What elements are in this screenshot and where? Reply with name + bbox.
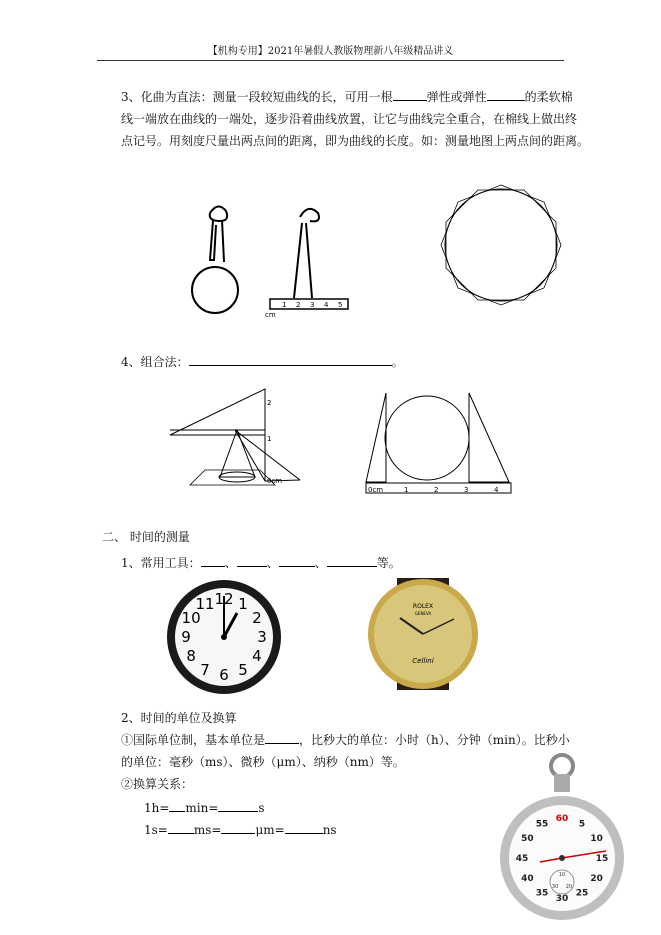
set-square: [170, 389, 265, 435]
stopwatch-number: 45: [515, 854, 529, 864]
stopwatch-number: 20: [590, 874, 603, 884]
text: 弹性或弹性: [426, 90, 487, 104]
fill-blank: [168, 821, 194, 834]
wall-clock-image: [165, 578, 283, 696]
measured-circle: [385, 396, 469, 480]
text: 、: [314, 556, 327, 570]
ruler-unit: cm: [265, 311, 276, 319]
stopwatch-number: 55: [535, 819, 549, 830]
string-measure-figure: [180, 195, 390, 320]
stopwatch-number: 35: [535, 888, 549, 899]
clock-number: 1: [238, 595, 248, 614]
page-header: 【机构专用】2021年暑假人教版物理新八年级精品讲义: [207, 46, 454, 57]
fill-blank: [279, 554, 315, 567]
fill-blank: [487, 88, 525, 101]
text: s: [258, 801, 265, 815]
section3-line3: 点记号。用刻度尺量出两点间的距离，即为曲线的长度。如：测量地图上两点间的距离。: [121, 134, 590, 148]
stopwatch-number: 25: [575, 888, 589, 899]
tick-label: 1: [282, 301, 287, 309]
fill-blank: [201, 554, 225, 567]
conversion-seconds: [144, 819, 337, 841]
clock-number: 7: [200, 660, 210, 679]
text: 等。: [376, 556, 401, 570]
clock-number: 6: [219, 666, 229, 684]
stopwatch-minute-number: 10: [558, 872, 566, 878]
clock-number: 4: [252, 647, 262, 665]
units-line3: ②换算关系：: [121, 777, 194, 791]
stopwatch-number: 10: [590, 834, 603, 844]
text: 1、常用工具：: [121, 556, 201, 570]
tick-label: 1: [267, 435, 272, 443]
clock-number: 2: [252, 609, 262, 627]
section4-line: [121, 351, 404, 373]
fill-blank: [169, 799, 185, 812]
brand-label: ROLEX: [412, 603, 434, 610]
stopwatch-image: [498, 752, 626, 922]
units-line1: [121, 729, 570, 751]
text: 、: [224, 556, 237, 570]
tools-line: [121, 552, 401, 574]
conversion-hours: [144, 797, 265, 819]
units-heading: 2、时间的单位及换算: [121, 711, 237, 725]
tick-label: 4: [324, 301, 329, 309]
stopwatch-number: 30: [555, 894, 569, 904]
clock-number: 8: [186, 647, 196, 665]
tick-label: 3: [310, 301, 315, 309]
section3-line2: 线一端放在曲线的一端处，逐步沿着曲线放置，让它与曲线完全重合，在棉线上做出终: [121, 112, 578, 126]
stopwatch-number: 40: [521, 874, 534, 884]
tick-label: 2: [434, 486, 439, 494]
left-hand-icon: [210, 206, 227, 221]
text: ①国际单位制，基本单位是: [121, 733, 266, 747]
stopwatch-number: 50: [521, 834, 534, 844]
section3-line1: [121, 86, 573, 108]
sub-label: GENEVA: [414, 611, 432, 616]
cone-measure-figure: [165, 385, 300, 500]
right-hand-icon: [300, 209, 319, 222]
fill-blank: [189, 353, 392, 366]
stopwatch-number: 60: [555, 814, 569, 824]
tick-label: 0cm: [368, 486, 384, 494]
clock-number: 12: [214, 590, 234, 608]
tick-label: 1: [404, 486, 409, 494]
text: 。: [391, 355, 404, 369]
circle-diameter-figure: [364, 388, 524, 498]
text: μm=: [255, 823, 285, 837]
fill-blank: [327, 554, 377, 567]
text: 1h=: [144, 801, 170, 815]
text: 的柔软棉: [524, 90, 573, 104]
text: ，比秒大的单位：小时（h）、分钟（min）。比秒小: [299, 733, 570, 747]
stopwatch-number: 5: [578, 819, 586, 830]
text: 3、化曲为直法：测量一段较短曲线的长，可用一根: [121, 90, 393, 104]
fill-blank: [265, 731, 299, 744]
fill-blank: [237, 554, 267, 567]
tick-label: 3: [464, 486, 469, 494]
tick-label: 4: [494, 486, 499, 494]
fill-blank: [221, 821, 255, 834]
clock-number: 5: [238, 660, 248, 679]
clock-number: 9: [181, 628, 191, 646]
polygon-circle-figure: [438, 182, 564, 308]
stopwatch-minute-number: 20: [565, 884, 573, 890]
tick-label: 0cm: [267, 477, 283, 485]
text: ns: [322, 823, 337, 837]
part2-heading: 二、 时间的测量: [102, 530, 190, 544]
clock-number: 11: [195, 595, 215, 614]
set-square: [469, 393, 509, 482]
stopwatch-number: 15: [595, 854, 609, 864]
tick-label: 2: [267, 399, 272, 407]
text: 4、组合法：: [121, 355, 189, 369]
clock-number: 3: [257, 628, 267, 646]
set-square: [366, 393, 386, 482]
text: ms=: [193, 823, 222, 837]
tick-label: 5: [338, 301, 343, 309]
text: 1s=: [144, 823, 168, 837]
fill-blank: [285, 821, 323, 834]
tick-label: 2: [296, 301, 301, 309]
header-divider: [97, 60, 564, 61]
fill-blank: [218, 799, 258, 812]
curve-circle: [192, 267, 238, 313]
clock-number: 10: [181, 609, 201, 627]
fill-blank: [393, 88, 427, 101]
text: min=: [185, 801, 219, 815]
units-line2: 的单位：毫秒（ms）、微秒（μm）、纳秒（nm）等。: [121, 755, 405, 769]
wristwatch-image: [362, 578, 484, 690]
model-label: Cellini: [412, 657, 434, 665]
text: 、: [266, 556, 279, 570]
stopwatch-minute-number: 30: [551, 884, 559, 890]
ruler: [366, 483, 511, 493]
